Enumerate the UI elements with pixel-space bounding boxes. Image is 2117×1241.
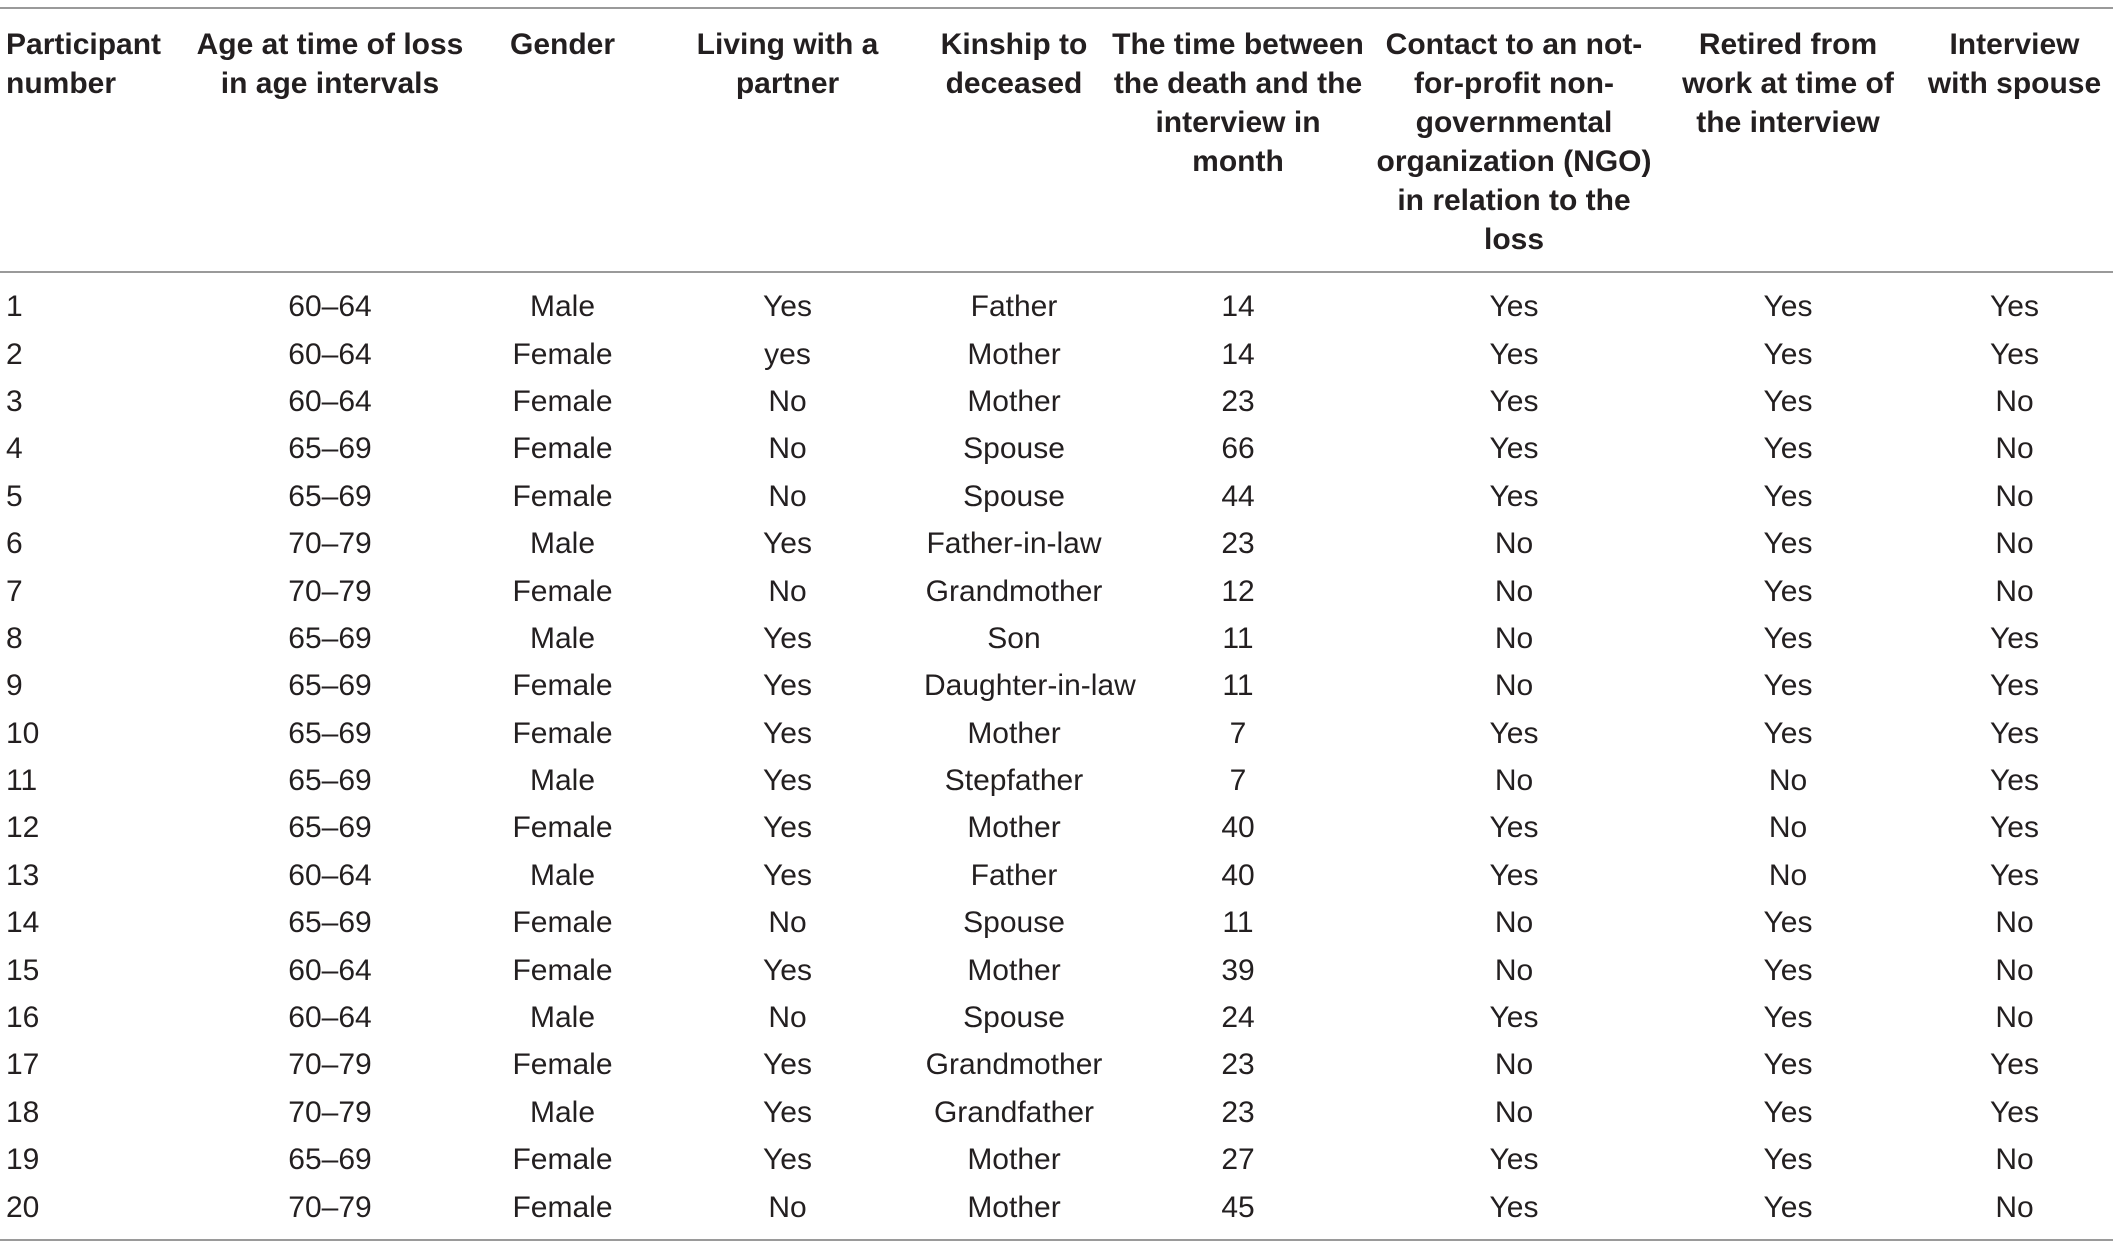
living-with-partner-cell: Yes [763, 1095, 812, 1129]
retired-cell: Yes [1763, 337, 1813, 371]
interview-with-spouse-cell: Yes [1990, 337, 2039, 371]
gender-cell: Female [512, 669, 613, 703]
gender-cell: Male [529, 858, 596, 892]
participant-number-cell: 4 [6, 432, 23, 466]
table-row [0, 520, 2113, 567]
living-with-partner-cell: No [768, 574, 807, 608]
age-interval-cell: 65–69 [288, 1143, 372, 1177]
header-ngo-contact: Contact to an not-for-profit non-governmental organization (NGO) in relation to the loss [1376, 28, 1652, 256]
gender-cell: Female [512, 384, 613, 418]
gender-cell: Female [512, 337, 613, 371]
table-row [0, 1089, 2113, 1136]
months-since-death-cell: 14 [1221, 290, 1255, 324]
retired-cell: Yes [1763, 384, 1813, 418]
age-interval-cell: 65–69 [288, 811, 372, 845]
interview-with-spouse-cell: Yes [1990, 290, 2039, 324]
kinship-cell: Mother [967, 337, 1061, 371]
interview-with-spouse-cell: No [1995, 574, 2034, 608]
retired-cell: No [1768, 811, 1808, 845]
retired-cell: Yes [1763, 716, 1813, 750]
ngo-contact-cell: Yes [1489, 479, 1539, 513]
kinship-cell: Mother [967, 384, 1061, 418]
participant-number-cell: 14 [6, 906, 40, 940]
months-since-death-cell: 11 [1222, 621, 1254, 655]
age-interval-cell: 65–69 [288, 716, 372, 750]
header-time-between: The time between the death and the interview in month [1112, 28, 1364, 178]
age-interval-cell: 65–69 [288, 432, 372, 466]
participant-number-cell: 8 [6, 621, 23, 655]
living-with-partner-cell: No [768, 384, 807, 418]
months-since-death-cell: 23 [1221, 1048, 1255, 1082]
months-since-death-cell: 66 [1221, 432, 1255, 466]
table-row [0, 272, 2113, 330]
interview-with-spouse-cell: No [1995, 432, 2034, 466]
table-row [0, 710, 2113, 757]
ngo-contact-cell: Yes [1489, 384, 1539, 418]
interview-with-spouse-cell: Yes [1990, 811, 2039, 845]
living-with-partner-cell: No [768, 1190, 807, 1224]
table-row [0, 852, 2113, 899]
gender-cell: Male [529, 1095, 596, 1129]
age-interval-cell: 70–79 [288, 1048, 372, 1082]
living-with-partner-cell: No [768, 432, 807, 466]
interview-with-spouse-cell: No [1995, 479, 2034, 513]
kinship-cell: Father [970, 290, 1058, 324]
ngo-contact-cell: Yes [1489, 432, 1539, 466]
ngo-contact-cell: No [1494, 906, 1534, 940]
retired-cell: Yes [1763, 574, 1813, 608]
participant-number-cell: 2 [6, 337, 23, 371]
header-participant-number: Participant number [6, 28, 162, 100]
retired-cell: Yes [1763, 1048, 1813, 1082]
ngo-contact-cell: Yes [1489, 811, 1539, 845]
retired-cell: Yes [1763, 527, 1813, 561]
header-interview-spouse: Interview with spouse [1927, 28, 2102, 100]
interview-with-spouse-cell: No [1995, 906, 2034, 940]
participants-table [0, 7, 2113, 1241]
living-with-partner-cell: Yes [763, 527, 812, 561]
ngo-contact-cell: Yes [1489, 290, 1539, 324]
header-retired: Retired from work at time of the interview [1682, 28, 1894, 139]
months-since-death-cell: 44 [1221, 479, 1255, 513]
months-since-death-cell: 11 [1222, 906, 1254, 940]
living-with-partner-cell: Yes [763, 621, 812, 655]
table-body [0, 272, 2113, 1240]
retired-cell: Yes [1763, 1001, 1813, 1035]
months-since-death-cell: 39 [1221, 953, 1255, 987]
gender-cell: Female [512, 811, 613, 845]
age-interval-cell: 60–64 [288, 858, 372, 892]
interview-with-spouse-cell: Yes [1990, 1048, 2039, 1082]
gender-cell: Female [512, 1143, 613, 1177]
table-row [0, 378, 2113, 425]
months-since-death-cell: 14 [1221, 337, 1255, 371]
age-interval-cell: 60–64 [288, 1001, 372, 1035]
interview-with-spouse-cell: Yes [1990, 858, 2039, 892]
age-interval-cell: 70–79 [288, 1095, 372, 1129]
kinship-cell: Mother [967, 1143, 1061, 1177]
participant-number-cell: 9 [6, 669, 23, 703]
retired-cell: Yes [1763, 1143, 1813, 1177]
months-since-death-cell: 45 [1221, 1190, 1255, 1224]
age-interval-cell: 65–69 [288, 764, 372, 798]
retired-cell: No [1768, 764, 1808, 798]
ngo-contact-cell: No [1494, 621, 1534, 655]
kinship-cell: Grandmother [925, 574, 1103, 608]
retired-cell: Yes [1763, 669, 1813, 703]
table-row [0, 994, 2113, 1041]
retired-cell: Yes [1763, 432, 1813, 466]
ngo-contact-cell: Yes [1489, 1143, 1539, 1177]
living-with-partner-cell: No [768, 906, 807, 940]
interview-with-spouse-cell: No [1995, 1143, 2034, 1177]
table-row [0, 473, 2113, 520]
retired-cell: No [1768, 858, 1808, 892]
kinship-cell: Son [987, 621, 1041, 655]
interview-with-spouse-cell: No [1995, 953, 2034, 987]
participant-number-cell: 11 [6, 764, 38, 798]
living-with-partner-cell: Yes [763, 953, 812, 987]
retired-cell: Yes [1763, 906, 1813, 940]
table-row [0, 425, 2113, 472]
gender-cell: Female [512, 432, 613, 466]
months-since-death-cell: 7 [1229, 764, 1247, 798]
gender-cell: Male [529, 290, 596, 324]
living-with-partner-cell: Yes [763, 858, 812, 892]
kinship-cell: Grandfather [933, 1095, 1095, 1129]
kinship-cell: Mother [967, 1190, 1061, 1224]
gender-cell: Male [529, 621, 596, 655]
age-interval-cell: 70–79 [288, 527, 372, 561]
retired-cell: Yes [1763, 479, 1813, 513]
participant-number-cell: 3 [6, 384, 23, 418]
living-with-partner-cell: Yes [763, 290, 812, 324]
ngo-contact-cell: Yes [1489, 1001, 1539, 1035]
gender-cell: Female [512, 953, 613, 987]
interview-with-spouse-cell: Yes [1990, 716, 2039, 750]
gender-cell: Female [512, 1048, 613, 1082]
months-since-death-cell: 23 [1221, 384, 1255, 418]
living-with-partner-cell: Yes [763, 716, 812, 750]
age-interval-cell: 70–79 [288, 1190, 372, 1224]
table-row [0, 662, 2113, 709]
interview-with-spouse-cell: Yes [1990, 764, 2039, 798]
participant-number-cell: 18 [6, 1095, 40, 1129]
gender-cell: Female [512, 1190, 613, 1224]
retired-cell: Yes [1763, 290, 1813, 324]
participant-number-cell: 16 [6, 1001, 40, 1035]
header-age: Age at time of loss in age intervals [196, 28, 464, 100]
kinship-cell: Father-in-law [926, 527, 1102, 561]
ngo-contact-cell: No [1494, 574, 1534, 608]
ngo-contact-cell: Yes [1489, 858, 1539, 892]
ngo-contact-cell: No [1494, 669, 1534, 703]
participant-number-cell: 15 [6, 953, 40, 987]
months-since-death-cell: 11 [1222, 669, 1254, 703]
age-interval-cell: 65–69 [288, 669, 372, 703]
interview-with-spouse-cell: Yes [1990, 669, 2039, 703]
header-gender: Gender [509, 28, 616, 61]
months-since-death-cell: 12 [1221, 574, 1255, 608]
kinship-cell: Mother [967, 811, 1061, 845]
months-since-death-cell: 24 [1221, 1001, 1255, 1035]
participants-table-container [0, 7, 2113, 1241]
header-kinship: Kinship to deceased [940, 28, 1088, 100]
table-row [0, 567, 2113, 614]
gender-cell: Female [512, 906, 613, 940]
age-interval-cell: 65–69 [288, 621, 372, 655]
participant-number-cell: 20 [6, 1190, 40, 1224]
gender-cell: Male [529, 527, 596, 561]
ngo-contact-cell: No [1494, 764, 1534, 798]
kinship-cell: Mother [967, 953, 1061, 987]
kinship-cell: Spouse [963, 1001, 1065, 1035]
kinship-cell: Mother [967, 716, 1061, 750]
kinship-cell: Spouse [963, 432, 1065, 466]
gender-cell: Male [529, 764, 596, 798]
table-row [0, 1041, 2113, 1088]
ngo-contact-cell: No [1494, 953, 1534, 987]
kinship-cell: Father [970, 858, 1058, 892]
retired-cell: Yes [1763, 953, 1813, 987]
ngo-contact-cell: No [1494, 1048, 1534, 1082]
gender-cell: Female [512, 574, 613, 608]
months-since-death-cell: 27 [1221, 1143, 1255, 1177]
gender-cell: Female [512, 479, 613, 513]
kinship-cell: Daughter-in-law [924, 669, 1136, 703]
age-interval-cell: 60–64 [288, 953, 372, 987]
months-since-death-cell: 40 [1221, 811, 1255, 845]
table-row [0, 946, 2113, 993]
age-interval-cell: 65–69 [288, 906, 372, 940]
months-since-death-cell: 40 [1221, 858, 1255, 892]
living-with-partner-cell: No [768, 1001, 807, 1035]
age-interval-cell: 65–69 [288, 479, 372, 513]
table-row [0, 757, 2113, 804]
kinship-cell: Grandmother [925, 1048, 1103, 1082]
header-row [0, 8, 2113, 272]
table-row [0, 1136, 2113, 1183]
ngo-contact-cell: Yes [1489, 337, 1539, 371]
living-with-partner-cell: No [768, 479, 807, 513]
living-with-partner-cell: Yes [763, 669, 812, 703]
header-living-with-partner: Living with a partner [696, 28, 879, 100]
living-with-partner-cell: Yes [763, 1143, 812, 1177]
interview-with-spouse-cell: No [1995, 527, 2034, 561]
table-row [0, 330, 2113, 377]
participant-number-cell: 10 [6, 716, 40, 750]
table-row [0, 899, 2113, 946]
participant-number-cell: 1 [6, 290, 23, 324]
ngo-contact-cell: Yes [1489, 1190, 1539, 1224]
retired-cell: Yes [1763, 1095, 1813, 1129]
interview-with-spouse-cell: No [1995, 1001, 2034, 1035]
gender-cell: Male [529, 1001, 596, 1035]
living-with-partner-cell: Yes [763, 811, 812, 845]
kinship-cell: Stepfather [944, 764, 1084, 798]
table-row [0, 804, 2113, 851]
ngo-contact-cell: Yes [1489, 716, 1539, 750]
interview-with-spouse-cell: No [1995, 384, 2034, 418]
table-row [0, 1183, 2113, 1239]
living-with-partner-cell: Yes [763, 764, 812, 798]
retired-cell: Yes [1763, 1190, 1813, 1224]
age-interval-cell: 70–79 [288, 574, 372, 608]
living-with-partner-cell: yes [764, 337, 811, 371]
kinship-cell: Spouse [963, 906, 1065, 940]
participant-number-cell: 5 [6, 479, 23, 513]
age-interval-cell: 60–64 [288, 290, 372, 324]
participant-number-cell: 7 [6, 574, 23, 608]
retired-cell: Yes [1763, 621, 1813, 655]
participant-number-cell: 6 [6, 527, 23, 561]
participant-number-cell: 12 [6, 811, 40, 845]
participant-number-cell: 19 [6, 1143, 40, 1177]
participant-number-cell: 13 [6, 858, 40, 892]
participant-number-cell: 17 [6, 1048, 40, 1082]
ngo-contact-cell: No [1494, 1095, 1534, 1129]
kinship-cell: Spouse [963, 479, 1065, 513]
age-interval-cell: 60–64 [288, 337, 372, 371]
age-interval-cell: 60–64 [288, 384, 372, 418]
months-since-death-cell: 23 [1221, 1095, 1255, 1129]
living-with-partner-cell: Yes [763, 1048, 812, 1082]
interview-with-spouse-cell: Yes [1990, 1095, 2039, 1129]
table-row [0, 615, 2113, 662]
months-since-death-cell: 7 [1229, 716, 1247, 750]
interview-with-spouse-cell: No [1995, 1190, 2034, 1224]
gender-cell: Female [512, 716, 613, 750]
months-since-death-cell: 23 [1221, 527, 1255, 561]
table-header [0, 8, 2113, 272]
ngo-contact-cell: No [1494, 527, 1534, 561]
interview-with-spouse-cell: Yes [1990, 621, 2039, 655]
